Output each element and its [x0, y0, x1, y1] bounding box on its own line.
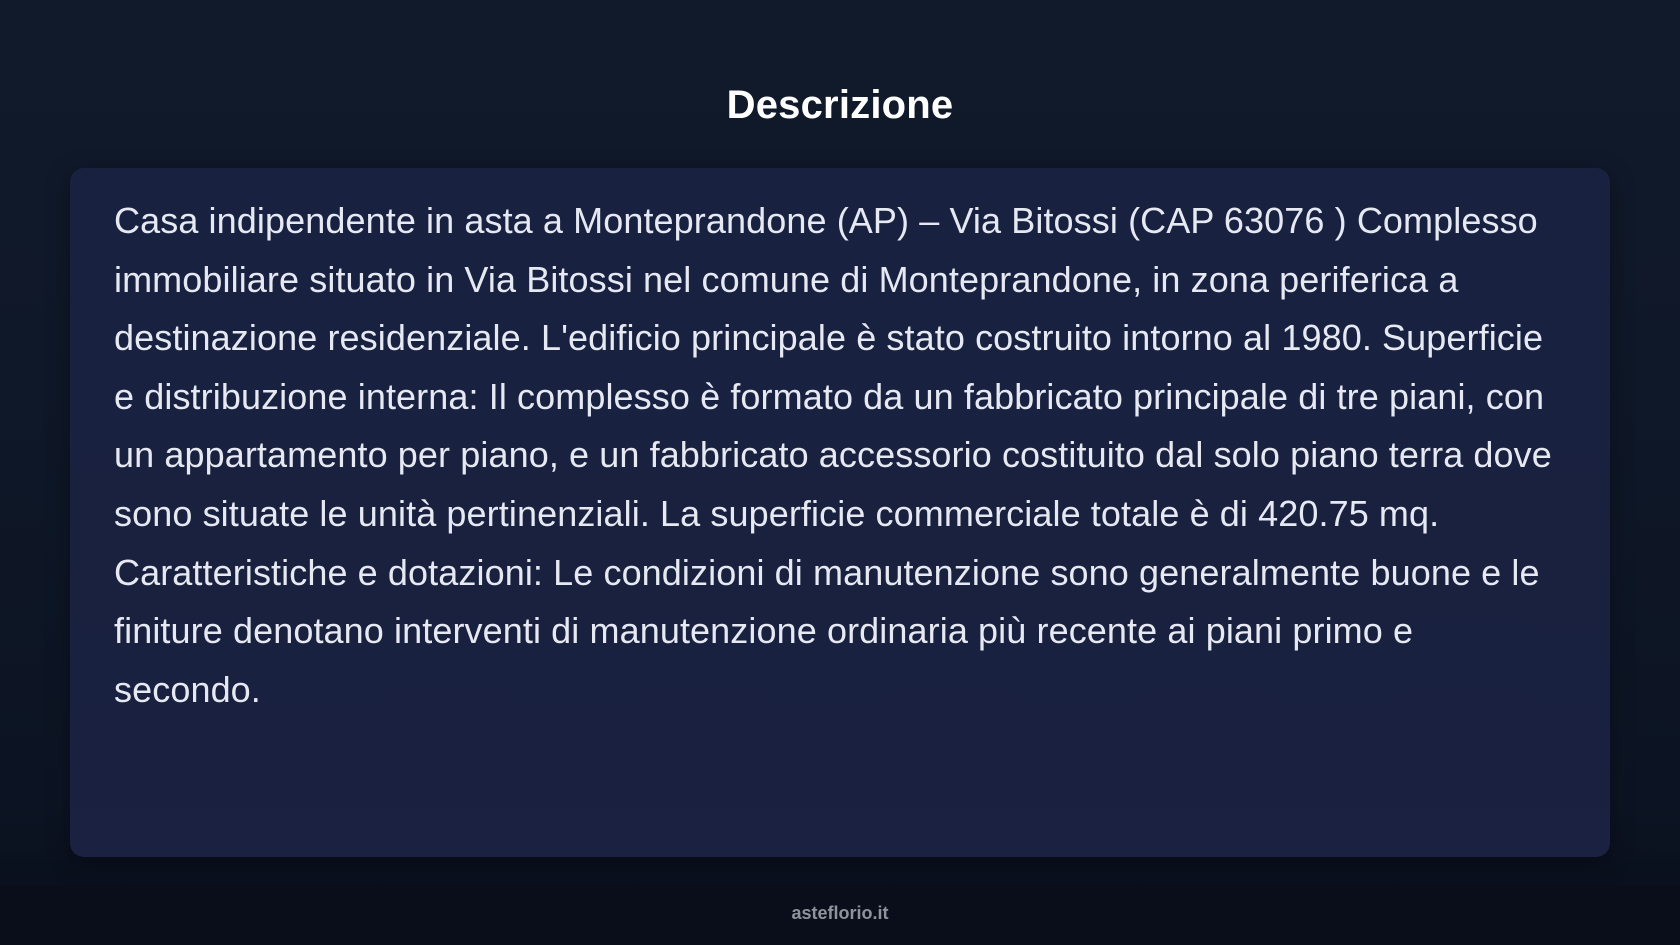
- description-card: [70, 168, 1610, 857]
- page-title: Descrizione: [726, 83, 954, 127]
- top-band: [0, 0, 1680, 62]
- footer: [0, 885, 1680, 945]
- footer-site-name: asteflorio.it: [791, 902, 889, 923]
- description-text: Casa indipendente in asta a Monteprandone (AP) – Via Bitossi (CAP 63076 ) Complesso immobiliare situato in Via Bitossi nel comune di Monteprandone, in zona periferica a destinazione residenziale. L'edificio principale è stato costruito intorno al 1980. Superficie e distribuzione interna: Il complesso è formato da un fabbricato principale di tre piani, con un appartamento per piano, e un fabbricato accessorio costituito dal solo piano terra dove sono situate le unità pertinenziali. La superficie commerciale totale è di 420.75 mq. Caratteristiche e dotazioni: Le condizioni di manutenzione sono generalmente buone e le finiture denotano interventi di manutenzione ordinaria più recente ai piani primo e secondo.: [114, 200, 1552, 710]
